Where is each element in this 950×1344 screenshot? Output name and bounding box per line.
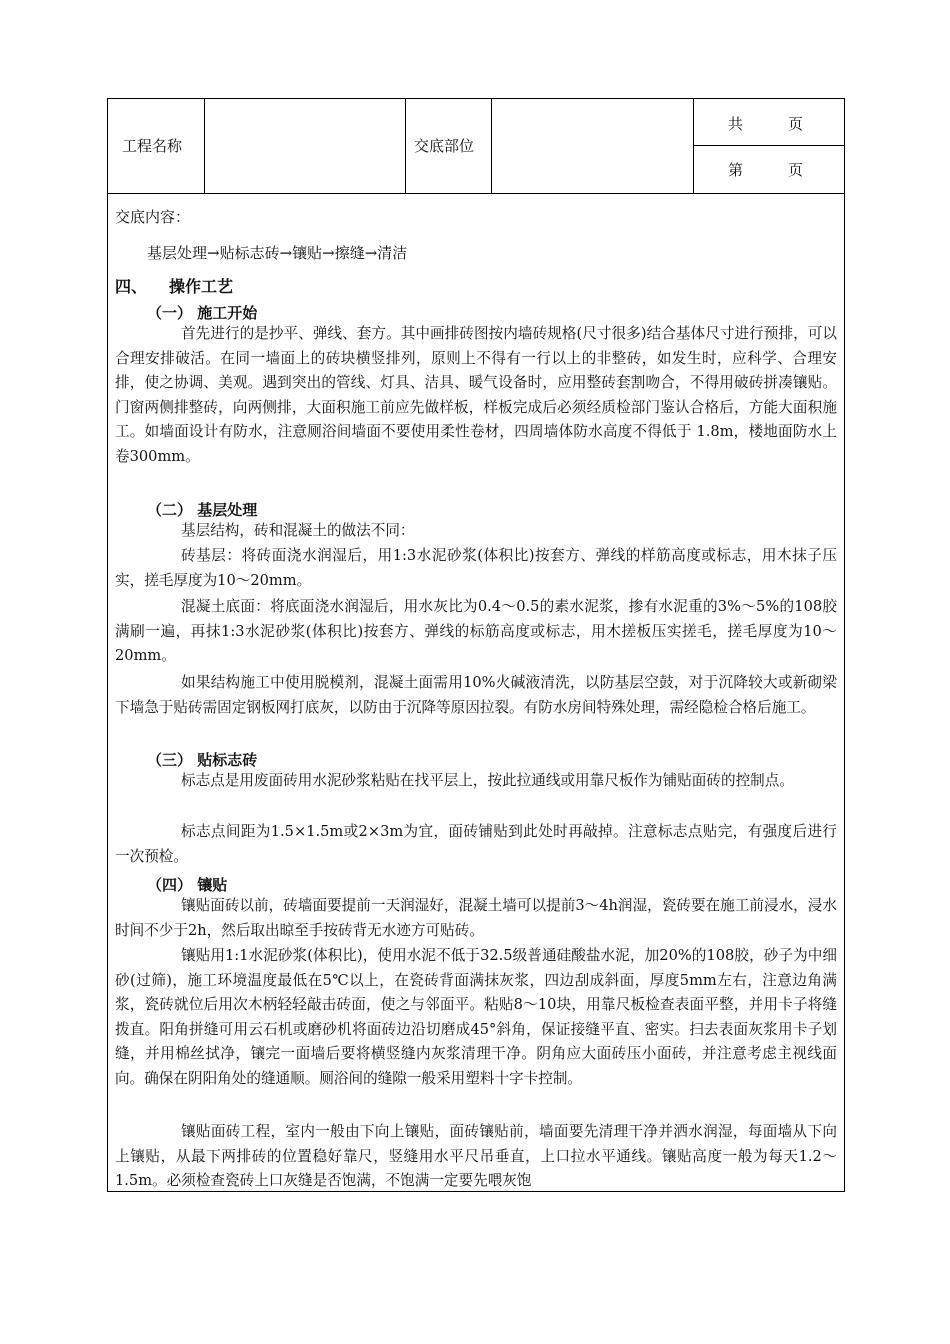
paragraph: 镶贴用1:1水泥砂浆(体积比)，使用水泥不低于32.5级普通硅酸盐水泥，加20%的108胶，砂子为中细砂(过筛)，施工环境温度最低在5℃以上，在瓷砖背面满抹灰浆，四边刮成斜面，厚度5mm左右，注意边角满浆，瓷砖就位后用次木柄轻轻敲击砖面，使之与邻面平。粘贴8～10块，用靠尺板检查表面平整，并用卡子将缝拨直。阳角拼缝可用云石机或磨砂机将面砖边沿切磨成45°斜角，保证接缝平直、密实。扫去表面灰浆用卡子划缝，并用棉丝拭净，镶完一面墙后要将横竖缝内灰浆清理干净。阴角应大面砖压小面砖，并注意考虑主视线面向。确保在阴阳角处的缝通顺。厕浴间的缝隙一般采用塑料十字卡控制。 <box>115 947 837 1087</box>
paragraph: 砖基层：将砖面浇水润湿后，用1:3水泥砂浆(体积比)按套方、弹线的样筋高度或标志，用木抹子压实，搓毛厚度为10～20mm。 <box>115 547 837 589</box>
section-number: 四、 <box>115 277 148 296</box>
paragraph: 首先进行的是抄平、弹线、套方。其中画排砖图按内墙砖规格(尺寸很多)结合基体尺寸进行预排，可以合理安排破活。在同一墙面上的砖块横竖排列，原则上不得有一行以上的非整砖，如发生时，应科学、合理安排，使之协调、美观。遇到突出的管线、灯具、洁具、暖气设备时，应用整砖套割吻合，不得用破砖拼凑镶贴。门窗两侧排整砖，向两侧排，大面积施工前应先做样板，样板完成后必须经质检部门鉴认合格后，方能大面积施工。如墙面设计有防水，注意厕浴间墙面不要使用柔性卷材，四周墙体防水高度不得低于 1.8m，楼地面防水上卷300mm。 <box>115 325 837 465</box>
subsection-title-4: （四） 镶贴 <box>147 876 228 894</box>
paragraph: 基层结构，砖和混凝土的做法不同： <box>181 522 415 539</box>
content-label: 交底内容： <box>115 208 191 226</box>
form-header-row <box>108 99 844 194</box>
paragraph: 如果结构施工中使用脱模剂，混凝土面需用10%火碱液清洗，以防基层空鼓，对于沉降较大或新砌梁下墙急于贴砖需固定钢板网打底灰，以防由于沉降等原因拉裂。有防水房间特殊处理，需经隐检合格后施工。 <box>115 674 837 716</box>
section-heading <box>115 274 233 297</box>
total-pages-label: 共 页 <box>728 115 804 133</box>
paragraph: 标志点间距为1.5×1.5m或2×3m为宜，面砖铺贴到此处时再敲掉。注意标志点贴完，有强度后进行一次预检。 <box>115 823 837 865</box>
paragraph: 标志点是用废面砖用水泥砂浆粘贴在找平层上，按此拉通线或用靠尺板作为铺贴面砖的控制点。 <box>181 772 794 789</box>
subsection-title-1: （一） 施工开始 <box>147 304 258 322</box>
page-number-label: 第 页 <box>728 161 804 179</box>
process-flow: 基层处理→贴标志砖→镶贴→擦缝→清洁 <box>147 244 408 262</box>
paragraph: 混凝土底面：将底面浇水润湿后，用水灰比为0.4～0.5的素水泥浆，掺有水泥重的3%～5%的108胶满刷一遍，再抹1:3水泥砂浆(体积比)按套方、弹线的标筋高度或标志，用木搓板压实搓毛，搓毛厚度为10～20mm。 <box>115 598 837 664</box>
section-title: 操作工艺 <box>169 277 234 296</box>
disclosure-part-label: 交底部位 <box>414 137 475 155</box>
paragraph: 镶贴面砖以前，砖墙面要提前一天润湿好，混凝土墙可以提前3～4h润湿，瓷砖要在施工前浸水，浸水时间不少于2h，然后取出晾至手按砖背无水迹方可贴砖。 <box>115 897 837 939</box>
paragraph: 镶贴面砖工程，室内一般由下向上镶贴，面砖镶贴前，墙面要先清理干净并洒水润湿，每面墙从下向上镶贴，从最下两排砖的位置稳好靠尺，竖缝用水平尺吊垂直，上口拉水平通线。镶贴高度一般为每天1.2～1.5m。必须检查瓷砖上口灰缝是否饱满，不饱满一定要先喂灰饱 <box>115 1123 837 1189</box>
subsection-title-3: （三） 贴标志砖 <box>147 751 258 769</box>
project-name-label: 工程名称 <box>122 137 183 155</box>
subsection-title-2: （二） 基层处理 <box>147 501 258 519</box>
